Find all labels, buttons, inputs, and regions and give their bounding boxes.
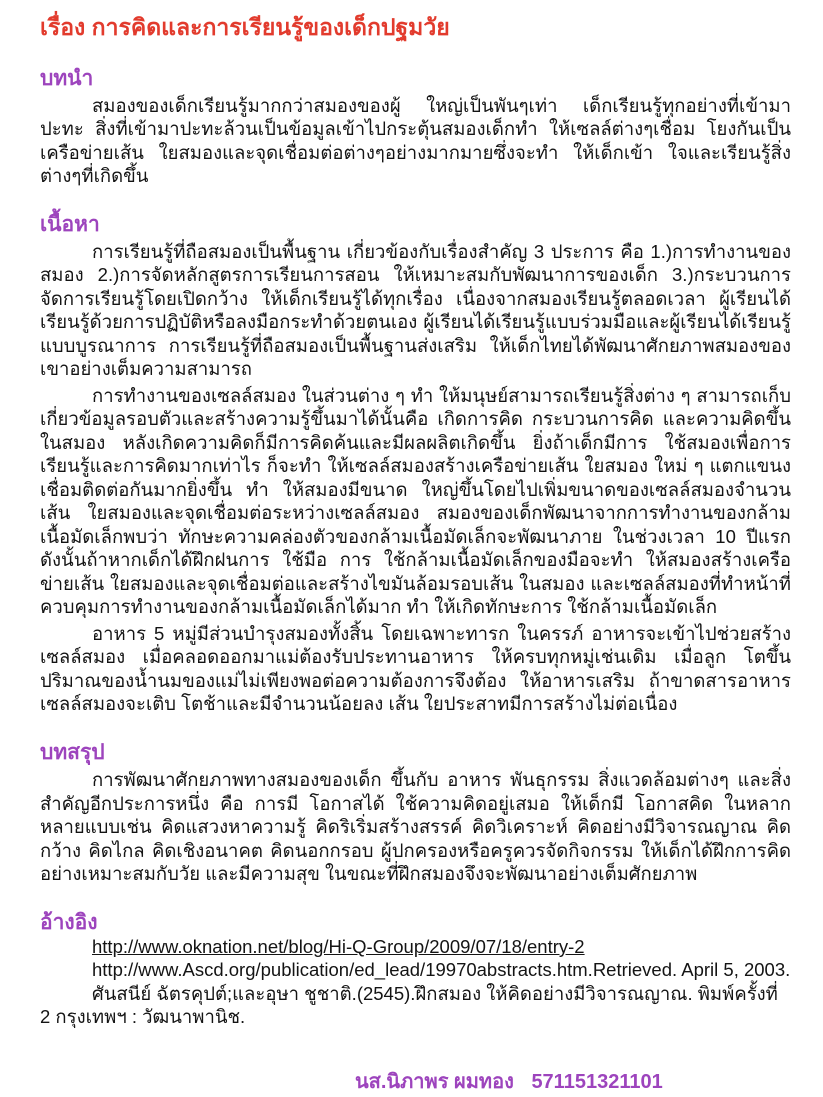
content-paragraph-1: การเรียนรู้ที่ถือสมองเป็นพื้นฐาน เกี่ยวข้องกับเรื่องสำคัญ 3 ประการ คือ 1.)การทำงานของสมอง 2.)การจัดหลักสูตรการเรียนการสอน ให้เหมาะสมกับพัฒนาการของเด็ก 3.)กระบวนการจัดการเรียนรู้โดยเปิดกว้าง ให้เด็กเรียนรู้ได้ทุกเรื่อง เนื่องจากสมองเรียนรู้ตลอดเวลา ผู้เรียนได้เรียนรู้ด้วยการปฏิบัติหรือลงมือกระทำด้วยตนเอง ผู้เรียนได้เรียนรู้แบบร่วมมือและผู้เรียนได้เรียนรู้แบบบูรณาการ การเรียนรู้ที่ถือสมองเป็นพื้นฐานส่งเสริม ให้เด็กไทยได้พัฒนาศักยภาพสมองของเขาอย่างเต็มความสามารถ bbox=[40, 240, 791, 380]
summary-paragraph: การพัฒนาศักยภาพทางสมองของเด็ก ขึ้นกับ อาหาร พันธุกรรม สิ่งแวดล้อมต่างๆ และสิ่งสำคัญอีกประการหนึ่ง คือ การมี โอกาสได้ ใช้ความคิดอยู่เสมอ ให้เด็กมี โอกาสคิด ในหลากหลายแบบเช่น คิดแสวงหาความรู้ คิดริเริ่มสร้างสรรค์ คิดวิเคราะห์ คิดอย่างมีวิจารณญาณ คิดกว้าง คิดไกล คิดเชิงอนาคต คิดนอกกรอบ ผู้ปกครองหรือครูควรจัดกิจกรรม ให้เด็กได้ฝึกการคิดอย่างเหมาะสมกับวัย และมีความสุข ในขณะที่ฝึกสมองจึงจะพัฒนาอย่างเต็มศักยภาพ bbox=[40, 769, 791, 885]
section-content bbox=[40, 212, 791, 716]
reference-link[interactable]: http://www.oknation.net/blog/Hi-Q-Group/2009/07/18/entry-2 bbox=[92, 935, 585, 957]
section-heading-intro: บทนำ bbox=[40, 66, 94, 90]
student-signature bbox=[355, 1065, 791, 1097]
student-id: 571151321101 bbox=[531, 1070, 663, 1093]
section-intro bbox=[40, 66, 791, 188]
section-heading-references: อ้างอิง bbox=[40, 910, 98, 934]
reference-item bbox=[40, 935, 791, 959]
page-title: เรื่อง การคิดและการเรียนรู้ของเด็กปฐมวัย bbox=[40, 14, 450, 40]
section-heading-content: เนื้อหา bbox=[40, 212, 100, 236]
section-references bbox=[40, 910, 791, 1029]
section-heading-summary: บทสรุป bbox=[40, 740, 105, 764]
content-paragraph-2: การทำงานของเซลล์สมอง ในส่วนต่าง ๆ ทำ ให้มนุษย์สามารถเรียนรู้สิ่งต่าง ๆ สามารถเก็บเกี่ยวข้อมูลรอบตัวและสร้างความรู้ขึ้นมาได้นั้นคือ เกิดการคิด กระบวนการคิด และความคิดขึ้น ในสมอง หลังเกิดความคิดก็มีการคิดค้นและมีผลผลิตเกิดขึ้น ยิ่งถ้าเด็กมีการ ใช้สมองเพื่อการเรียนรู้และการคิดมากเท่าไร ก็จะทำ ให้เซลล์สมองสร้างเครือข่ายเส้น ใยสมอง ใหม่ ๆ แตกแขนงเชื่อมติดต่อกันมากยิ่งขึ้น ทำ ให้สมองมีขนาด ใหญ่ขึ้นโดยไปเพิ่มขนาดของเซลล์สมองจำนวนเส้น ใยสมองและจุดเชื่อมต่อระหว่างเซลล์สมอง สมองของเด็กพัฒนาจากการทำงานของกล้ามเนื้อมัดเล็กพบว่า ทักษะความคล่องตัวของกล้ามเนื้อมัดเล็กจะพัฒนาภาย ในช่วงเวลา 10 ปีแรก ดังนั้นถ้าหากเด็กได้ฝึกฝนการ ใช้มือ การ ใช้กล้ามเนื้อมัดเล็กของมือจะทำ ให้สมองสร้างเครือข่ายเส้น ใยสมองและจุดเชื่อมต่อและสร้างไขมันล้อมรอบเส้น ในสมอง และเซลล์สมองที่ทำหน้าที่ควบคุมการทำงานของกล้ามเนื้อมัดเล็กได้มาก ทำ ให้เกิดทักษะการ ใช้กล้ามเนื้อมัดเล็ก bbox=[40, 384, 791, 618]
section-summary bbox=[40, 740, 791, 886]
intro-paragraph: สมองของเด็กเรียนรู้มากกว่าสมองของผู้ ใหญ่เป็นพันๆเท่า เด็กเรียนรู้ทุกอย่างที่เข้ามาปะทะ สิ่งที่เข้ามาปะทะล้วนเป็นข้อมูลเข้าไปกระตุ้นสมองเด็กทำ ให้เซลล์ต่างๆเชื่อม โยงกันเป็นเครือข่ายเส้น ใยสมองและจุดเชื่อมต่อต่างๆอย่างมากมายซึ่งจะทำ ให้เด็กเข้า ใจและเรียนรู้สิ่งต่างๆที่เกิดขึ้น bbox=[40, 94, 791, 187]
content-paragraph-3: อาหาร 5 หมู่มีส่วนบำรุงสมองทั้งสิ้น โดยเฉพาะทารก ในครรภ์ อาหารจะเข้าไปช่วยสร้างเซลล์สมอง เมื่อคลอดออกมาแม่ต้องรับประทานอาหาร ให้ครบทุกหมู่เช่นเดิม เมื่อลูก โตขึ้นปริมาณของน้ำนมของแม่ไม่เพียงพอต่อความต้องการจึงต้อง ให้อาหารเสริม ถ้าขาดสารอาหารเซลล์สมองจะเติบ โตช้าและมีจำนวนน้อยลง เส้น ใยประสาทมีการสร้างไม่ต่อเนื่อง bbox=[40, 622, 791, 715]
student-name: นส.นิภาพร ผมทอง bbox=[355, 1070, 514, 1093]
reference-item: http://www.Ascd.org/publication/ed_lead/19970abstracts.htm.Retrieved. April 5, 2003. bbox=[92, 959, 791, 981]
reference-item: ศันสนีย์ ฉัตรคุปต์;และอุษา ชูชาติ.(2545).ฝึกสมอง ให้คิดอย่างมีวิจารณญาณ. พิมพ์ครั้งที่ 2 กรุงเทพฯ : วัฒนาพานิช. bbox=[40, 982, 778, 1028]
